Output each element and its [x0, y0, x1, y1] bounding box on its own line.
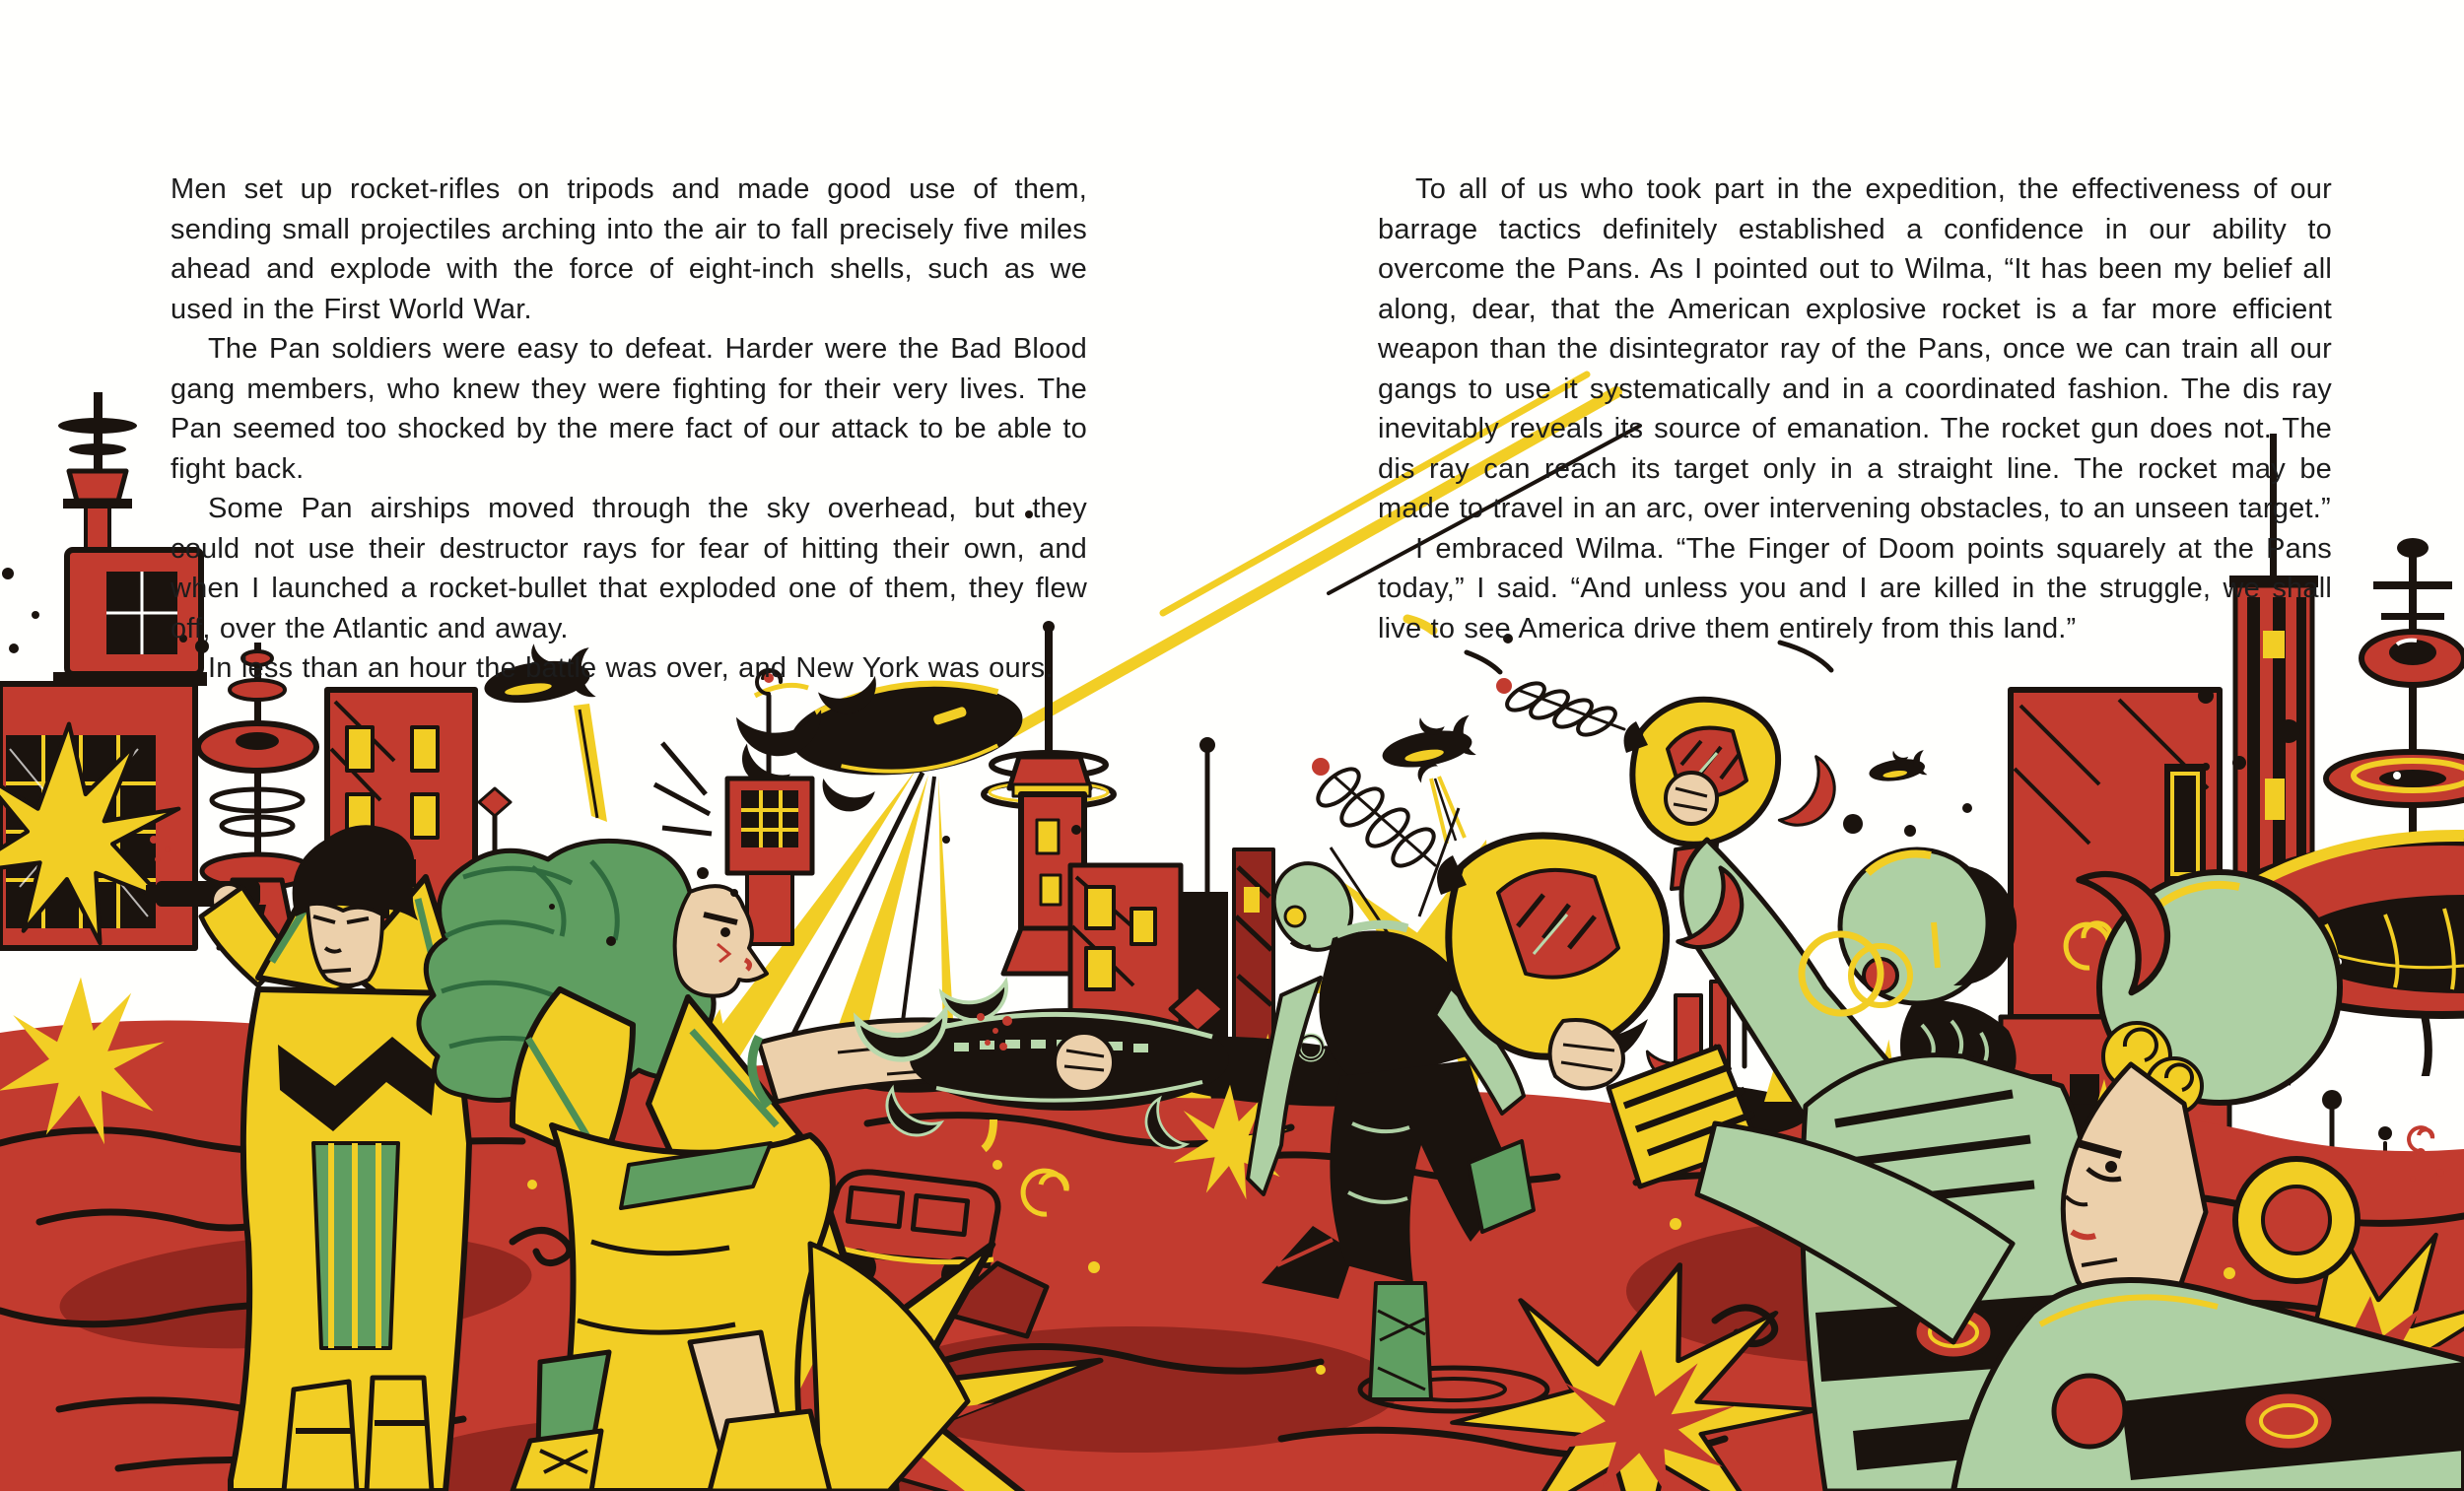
- paragraph: To all of us who took part in the expedition, the effectiveness of our barrage tactics definitely established a confidence in our ability to overcome the Pans. As I pointed out to Wilma, “It has been my belief all along, dear, that the American explosive rocket is a far more efficient weapon than the disintegrator ray of the Pans, once we can train all our gangs to use it systematically and in a coordinated fashion. The dis ray inevitably reveals its source of emanation. The rocket gun does not. The dis ray can reach its target only in a straight line. The rocket may be made to travel in an arc, over intervening obstacles, to an unseen target.”: [1378, 173, 2332, 524]
- coil-beam-a: [1496, 678, 1624, 740]
- paragraph: Men set up rocket-rifles on tripods and made good use of them, sending small projectiles arching into the air to fall precisely five miles ahead and explode with the force of eight-inch shells, such as we used in the First World War.: [171, 173, 1087, 325]
- ray-gun-a: [1624, 700, 1848, 889]
- fish-rocket-1: [1377, 710, 1479, 789]
- fish-rocket-spray: [1431, 777, 1465, 844]
- left-page-text: [171, 169, 1087, 689]
- paragraph: Some Pan airships moved through the sky overhead, but they could not use their destructor rays for fear of hitting their own, and when I launched a rocket-bullet that exploded one of them, they flew off, over the Atlantic and away.: [171, 493, 1087, 644]
- paragraph: The Pan soldiers were easy to defeat. Harder were the Bad Blood gang members, who knew they were fighting for their very lives. The Pan seemed too shocked by the mere fact of our attack to be able to fight back.: [171, 333, 1087, 485]
- paragraph: I embraced Wilma. “The Finger of Doom points squarely at the Pans today,” I said. “And unless you and I are killed in the struggle, we shall live to see America drive them entirely from this land.”: [1378, 532, 2332, 644]
- fish-rocket-2: [1867, 746, 1928, 784]
- paragraph: In less than an hour the battle was over, and New York was ours.: [208, 652, 1054, 684]
- right-page-text: [1378, 169, 2332, 648]
